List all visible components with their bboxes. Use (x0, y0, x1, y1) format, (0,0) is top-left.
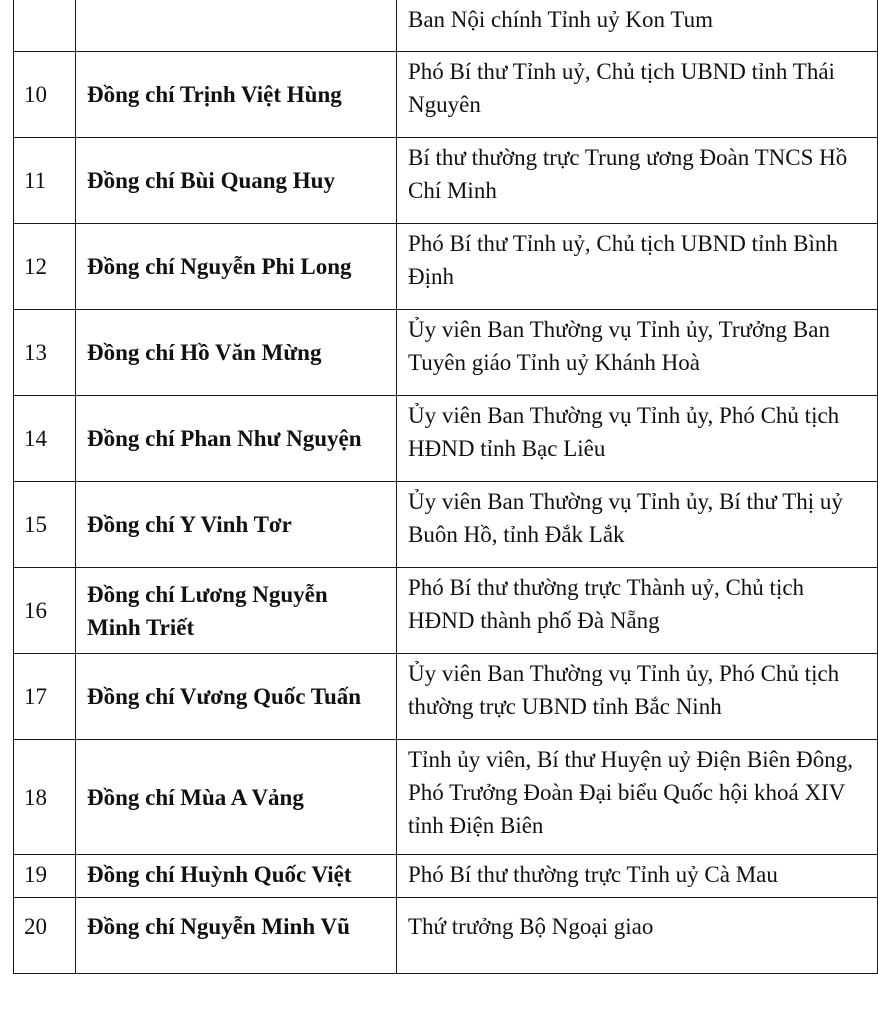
person-name: Đồng chí Huỳnh Quốc Việt (76, 855, 397, 898)
person-name: Đồng chí Bùi Quang Huy (76, 138, 397, 224)
person-name: Đồng chí Vương Quốc Tuấn (76, 654, 397, 740)
person-name: Đồng chí Hồ Văn Mừng (76, 310, 397, 396)
position-title: Thứ trưởng Bộ Ngoại giao (397, 898, 878, 974)
person-name (76, 0, 397, 52)
table-row (14, 396, 878, 482)
person-name: Đồng chí Phan Như Nguyện (76, 396, 397, 482)
row-number: 13 (14, 310, 76, 396)
position-title: Phó Bí thư thường trực Tỉnh uỷ Cà Mau (397, 855, 878, 898)
position-title: Phó Bí thư Tỉnh uỷ, Chủ tịch UBND tỉnh Thái Nguyên (397, 52, 878, 138)
person-name: Đồng chí Nguyễn Phi Long (76, 224, 397, 310)
table-row (14, 224, 878, 310)
row-number: 16 (14, 568, 76, 654)
table-row (14, 138, 878, 224)
table-row (14, 740, 878, 855)
row-number: 18 (14, 740, 76, 855)
person-name: Đồng chí Nguyễn Minh Vũ (76, 898, 397, 974)
position-title: Phó Bí thư Tỉnh uỷ, Chủ tịch UBND tỉnh Bình Định (397, 224, 878, 310)
row-number: 14 (14, 396, 76, 482)
position-title: Ban Nội chính Tỉnh uỷ Kon Tum (397, 0, 878, 52)
person-name: Đồng chí Lương Nguyễn Minh Triết (76, 568, 397, 654)
person-name: Đồng chí Trịnh Việt Hùng (76, 52, 397, 138)
table-row (14, 0, 878, 52)
table-row (14, 482, 878, 568)
row-number: 17 (14, 654, 76, 740)
table-row (14, 52, 878, 138)
position-title: Ủy viên Ban Thường vụ Tỉnh ủy, Bí thư Thị uỷ Buôn Hồ, tỉnh Đắk Lắk (397, 482, 878, 568)
row-number: 20 (14, 898, 76, 974)
row-number: 12 (14, 224, 76, 310)
table-row (14, 568, 878, 654)
row-number: 15 (14, 482, 76, 568)
row-number: 19 (14, 855, 76, 898)
row-number: 11 (14, 138, 76, 224)
table-row (14, 654, 878, 740)
position-title: Ủy viên Ban Thường vụ Tỉnh ủy, Trưởng Ban Tuyên giáo Tỉnh uỷ Khánh Hoà (397, 310, 878, 396)
position-title: Ủy viên Ban Thường vụ Tỉnh ủy, Phó Chủ tịch thường trực UBND tỉnh Bắc Ninh (397, 654, 878, 740)
table-row (14, 855, 878, 898)
person-name: Đồng chí Mùa A Vảng (76, 740, 397, 855)
table-row (14, 898, 878, 974)
position-title: Tỉnh ủy viên, Bí thư Huyện uỷ Điện Biên Đông, Phó Trưởng Đoàn Đại biểu Quốc hội khoá XIV tỉnh Điện Biên (397, 740, 878, 855)
row-number: 10 (14, 52, 76, 138)
personnel-table (13, 0, 878, 974)
table-row (14, 310, 878, 396)
position-title: Phó Bí thư thường trực Thành uỷ, Chủ tịch HĐND thành phố Đà Nẵng (397, 568, 878, 654)
person-name: Đồng chí Y Vinh Tơr (76, 482, 397, 568)
position-title: Ủy viên Ban Thường vụ Tỉnh ủy, Phó Chủ tịch HĐND tỉnh Bạc Liêu (397, 396, 878, 482)
row-number (14, 0, 76, 52)
position-title: Bí thư thường trực Trung ương Đoàn TNCS Hồ Chí Minh (397, 138, 878, 224)
